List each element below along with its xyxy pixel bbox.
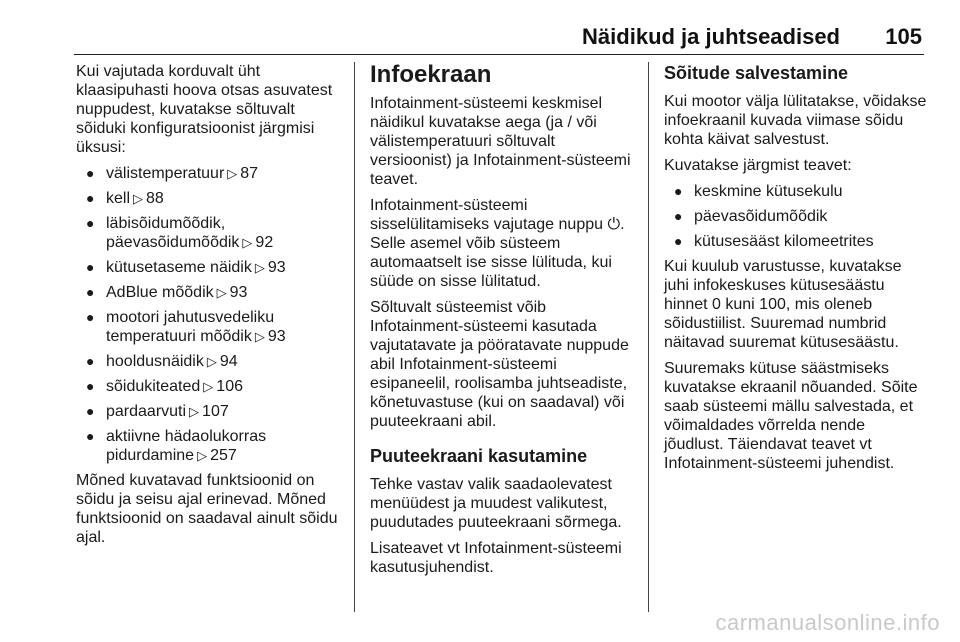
column-divider-2	[648, 62, 649, 612]
list-item-text: sõidukiteated	[106, 378, 201, 395]
list-item	[76, 164, 344, 183]
list-item: ● päevasõidumõõdik	[664, 207, 928, 226]
list-item-text: kütusetaseme näidik	[106, 259, 252, 276]
list-item	[76, 308, 344, 346]
page-reference-icon: ▷	[203, 379, 214, 394]
page-reference[interactable]: 107	[202, 403, 229, 420]
paragraph: Sõltuvalt süsteemist võib Infotainment-süsteemi kasutada vajutatavate ja pööratavate nuppude abil Infotainment-süsteemi esipaneelil, roolisamba juhtseadiste, kõnetuvastuse (kui on saadaval) või puuteekraani abil.	[370, 299, 629, 430]
power-icon: ⏻	[607, 216, 621, 233]
column-2	[370, 62, 636, 584]
list-item	[76, 283, 344, 302]
page-reference[interactable]: 257	[210, 447, 237, 464]
page-header	[0, 0, 960, 56]
page-reference[interactable]: 88	[146, 190, 164, 207]
page-reference[interactable]: 93	[267, 328, 286, 345]
paragraph: Tehke vastav valik saadaolevatest menüüdest ja muudest valikutest, puudutades puuteekraani sõrmega.	[370, 476, 622, 531]
intro-paragraph: Kui vajutada korduvalt üht klaasipuhasti hoova otsas asuvatest nuppudest, kuvatakse sõltuvalt sõiduki konfiguratsioonist järgmisi üksusi:	[76, 63, 333, 156]
page-reference-icon: ▷	[216, 285, 227, 300]
page-reference[interactable]: 93	[229, 284, 248, 301]
outro-paragraph: Mõned kuvatavad funktsioonid on sõidu ja seisu ajal erinevad. Mõned funktsioonid on saadaval ainult sõidu ajal.	[76, 472, 338, 546]
display-items-list	[76, 164, 344, 465]
list-item: ● keskmine kütusekulu	[664, 182, 928, 201]
section-heading-infoekraan: Infoekraan	[370, 61, 492, 88]
column-3	[664, 62, 928, 480]
list-item	[76, 214, 344, 252]
list-item	[76, 377, 344, 396]
section-heading-trip-recording: Sõitude salvestamine	[664, 63, 849, 83]
list-item-text: aktiivne hädaolukorras pidurdamine	[106, 428, 267, 464]
paragraph: Kui mootor välja lülitatakse, võidakse infoekraanil kuvada viimase sõidu kohta käivat salvestust.	[664, 93, 927, 148]
header-title: Näidikud ja juhtseadised	[582, 24, 840, 49]
list-item	[76, 352, 344, 371]
paragraph: Suuremaks kütuse säästmiseks kuvatakse ekraanil nõuanded. Sõite saab süsteemi mällu salvestada, et võimaldades võrrelda nende jõudlust. Täiendavat teavet vt Infotainment-süsteemi juhendist.	[664, 360, 918, 472]
list-item-text: läbisõidumõõdik, päevasõidumõõdik	[106, 215, 240, 251]
column-1	[76, 62, 344, 554]
paragraph	[370, 196, 636, 291]
page-reference-icon: ▷	[254, 260, 265, 275]
page-number: 105	[885, 24, 922, 49]
list-item	[76, 189, 344, 208]
page-reference-icon: ▷	[189, 404, 200, 419]
page-reference-icon: ▷	[242, 235, 253, 250]
list-item-text: hooldusnäidik	[106, 353, 204, 370]
paragraph: Infotainment-süsteemi keskmisel näidikul kuvatakse aega (ja / või välistemperatuuri sõltuvalt versioonist) ja Infotainment-süsteemi teavet.	[370, 95, 631, 188]
list-item-text: AdBlue mõõdik	[106, 284, 214, 301]
paragraph-text: . Selle asemel võib süsteem automaatselt ise sisse lülituda, kui süüde on sisse lülitatud.	[370, 216, 625, 290]
page-reference[interactable]: 94	[219, 353, 238, 370]
page-reference-icon: ▷	[206, 354, 217, 369]
list-item	[76, 258, 344, 277]
page-reference[interactable]: 93	[267, 259, 286, 276]
page-reference[interactable]: 87	[240, 165, 259, 182]
paragraph: Kui kuulub varustusse, kuvatakse juhi infokeskuses kütusesäästu hinnet 0 kuni 100, mis oleneb sõidustiilist. Suuremad numbrid näitavad suuremat kütusesäästu.	[664, 258, 902, 351]
page-reference-icon: ▷	[197, 448, 208, 463]
page-reference-icon: ▷	[254, 329, 265, 344]
column-divider-1	[354, 62, 355, 612]
list-item-text: kell	[106, 190, 131, 207]
page-reference-icon: ▷	[133, 191, 144, 206]
list-item: ● kütusesääst kilomeetrites	[664, 232, 928, 251]
list-item-text: mootori jahutusvedeliku temperatuuri mõõdik	[106, 309, 275, 345]
page-reference[interactable]: 92	[255, 234, 274, 251]
paragraph: Lisateavet vt Infotainment-süsteemi kasutusjuhendist.	[370, 540, 622, 576]
paragraph: Kuvatakse järgmist teavet:	[664, 157, 852, 174]
page-reference-icon: ▷	[227, 166, 238, 181]
list-item-text: pardaarvuti	[106, 403, 187, 420]
subsection-heading-touchscreen: Puuteekraani kasutamine	[370, 446, 588, 466]
header-divider	[74, 54, 924, 55]
trip-info-list	[664, 182, 928, 251]
watermark: carmanualsonline.info	[715, 610, 940, 635]
list-item	[76, 402, 344, 421]
list-item	[76, 427, 344, 465]
paragraph-text: Infotainment-süsteemi sisselülitamiseks vajutage nuppu	[370, 197, 604, 233]
page-reference[interactable]: 106	[216, 378, 243, 395]
list-item-text: välistemperatuur	[106, 165, 225, 182]
